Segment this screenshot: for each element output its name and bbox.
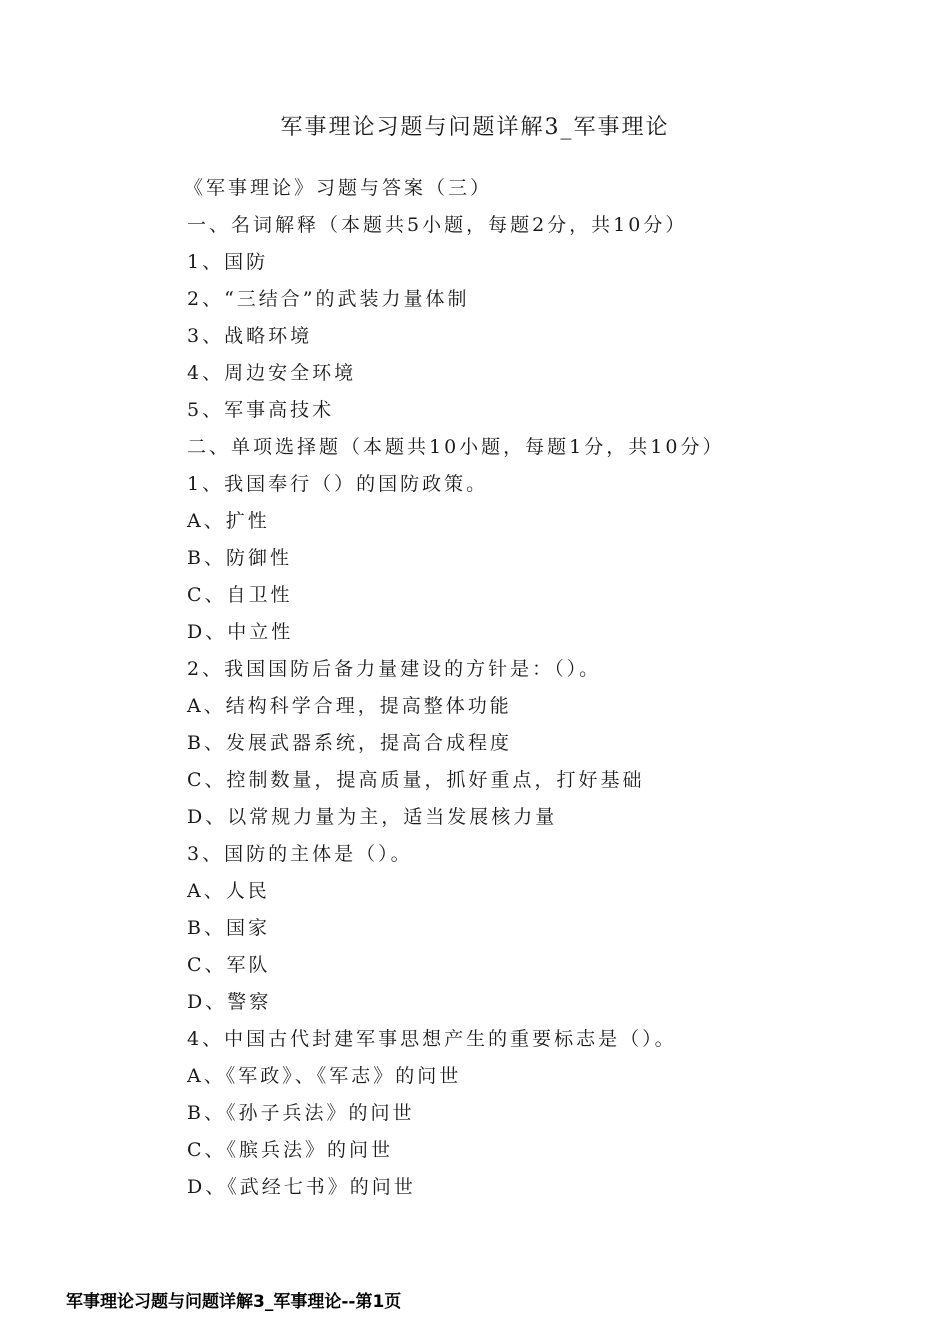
document-body (184, 170, 907, 1206)
term-item: 1、国防 (187, 251, 269, 273)
option: D、中立性 (187, 621, 294, 643)
option: D、《武经七书》的问世 (187, 1176, 416, 1198)
option: C、自卫性 (187, 584, 293, 606)
option: B、发展武器系统，提高合成程度 (187, 732, 512, 754)
option: D、警察 (187, 991, 272, 1013)
option: A、《军政》、《军志》的问世 (187, 1065, 462, 1087)
document-subtitle: 《军事理论》习题与答案（三） (184, 177, 493, 199)
term-item: 5、军事高技术 (187, 399, 335, 421)
term-item: 2、“三结合”的武装力量体制 (187, 288, 470, 310)
section-heading-terms: 一、名词解释（本题共5小题，每题2分，共10分） (187, 214, 688, 236)
option: C、控制数量，提高质量，抓好重点，打好基础 (187, 769, 645, 791)
option: B、《孙子兵法》的问世 (187, 1102, 415, 1124)
term-item: 3、战略环境 (187, 325, 313, 347)
option: B、防御性 (187, 547, 292, 569)
question: 1、我国奉行（）的国防政策。 (187, 473, 489, 495)
option: A、结构科学合理，提高整体功能 (187, 695, 512, 717)
section-heading-choice: 二、单项选择题（本题共10小题，每题1分，共10分） (187, 436, 725, 458)
term-item: 4、周边安全环境 (187, 362, 357, 384)
option: C、《膑兵法》的问世 (187, 1139, 394, 1161)
question: 2、我国国防后备力量建设的方针是：（）。 (187, 658, 602, 680)
option: C、军队 (187, 954, 271, 976)
option: D、以常规力量为主，适当发展核力量 (187, 806, 558, 828)
question: 4、中国古代封建军事思想产生的重要标志是（）。 (187, 1028, 677, 1050)
option: A、人民 (187, 880, 270, 902)
question: 3、国防的主体是（）。 (187, 843, 413, 865)
page-footer: 军事理论习题与问题详解3_军事理论--第1页 (66, 1292, 402, 1312)
document-title: 军事理论习题与问题详解3_军事理论 (280, 115, 670, 140)
option: B、国家 (187, 917, 270, 939)
option: A、扩性 (187, 510, 270, 532)
